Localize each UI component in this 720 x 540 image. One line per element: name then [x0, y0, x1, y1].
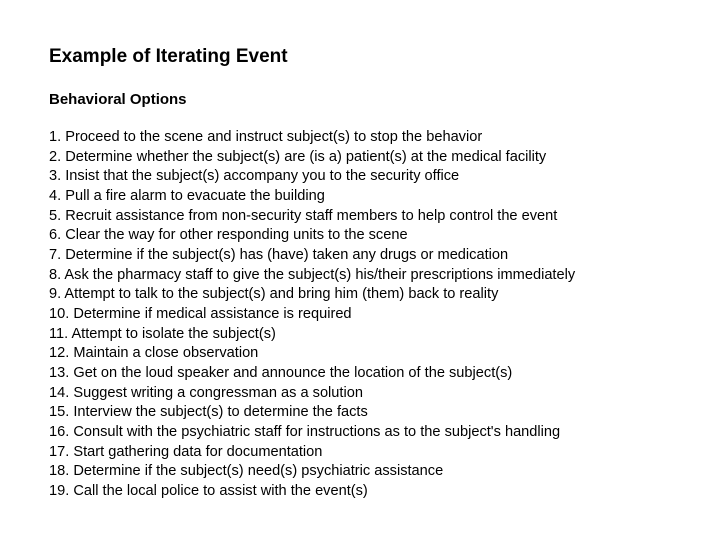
- list-item: 3. Insist that the subject(s) accompany you to the security office: [49, 168, 460, 185]
- list-item: 13. Get on the loud speaker and announce the location of the subject(s): [49, 364, 513, 381]
- list-item: 5. Recruit assistance from non-security staff members to help control the event: [49, 207, 558, 224]
- list-item: 10. Determine if medical assistance is required: [49, 305, 352, 322]
- section-heading: Behavioral Options: [49, 91, 187, 108]
- list-item: 1. Proceed to the scene and instruct subject(s) to stop the behavior: [49, 129, 483, 145]
- list-item: 11. Attempt to isolate the subject(s): [49, 325, 276, 342]
- list-item: 17. Start gathering data for documentation: [49, 443, 323, 460]
- list-item: 12. Maintain a close observation: [49, 345, 259, 362]
- list-item: 14. Suggest writing a congressman as a solution: [49, 384, 363, 401]
- list-item: 7. Determine if the subject(s) has (have) taken any drugs or medication: [49, 246, 509, 263]
- list-item: 4. Pull a fire alarm to evacuate the building: [49, 187, 325, 204]
- list-item: 6. Clear the way for other responding units to the scene: [49, 227, 408, 244]
- page-title: Example of Iterating Event: [49, 46, 288, 67]
- list-item: 8. Ask the pharmacy staff to give the subject(s) his/their prescriptions immediately: [49, 266, 576, 283]
- options-list: [49, 128, 575, 501]
- list-item: 2. Determine whether the subject(s) are (is a) patient(s) at the medical facility: [49, 148, 547, 165]
- list-item: 15. Interview the subject(s) to determine the facts: [49, 404, 368, 421]
- list-item: 18. Determine if the subject(s) need(s) psychiatric assistance: [49, 463, 444, 480]
- list-item: 9. Attempt to talk to the subject(s) and bring him (them) back to reality: [49, 286, 499, 303]
- list-item: 19. Call the local police to assist with the event(s): [49, 482, 368, 499]
- list-item: 16. Consult with the psychiatric staff for instructions as to the subject's handling: [49, 423, 561, 440]
